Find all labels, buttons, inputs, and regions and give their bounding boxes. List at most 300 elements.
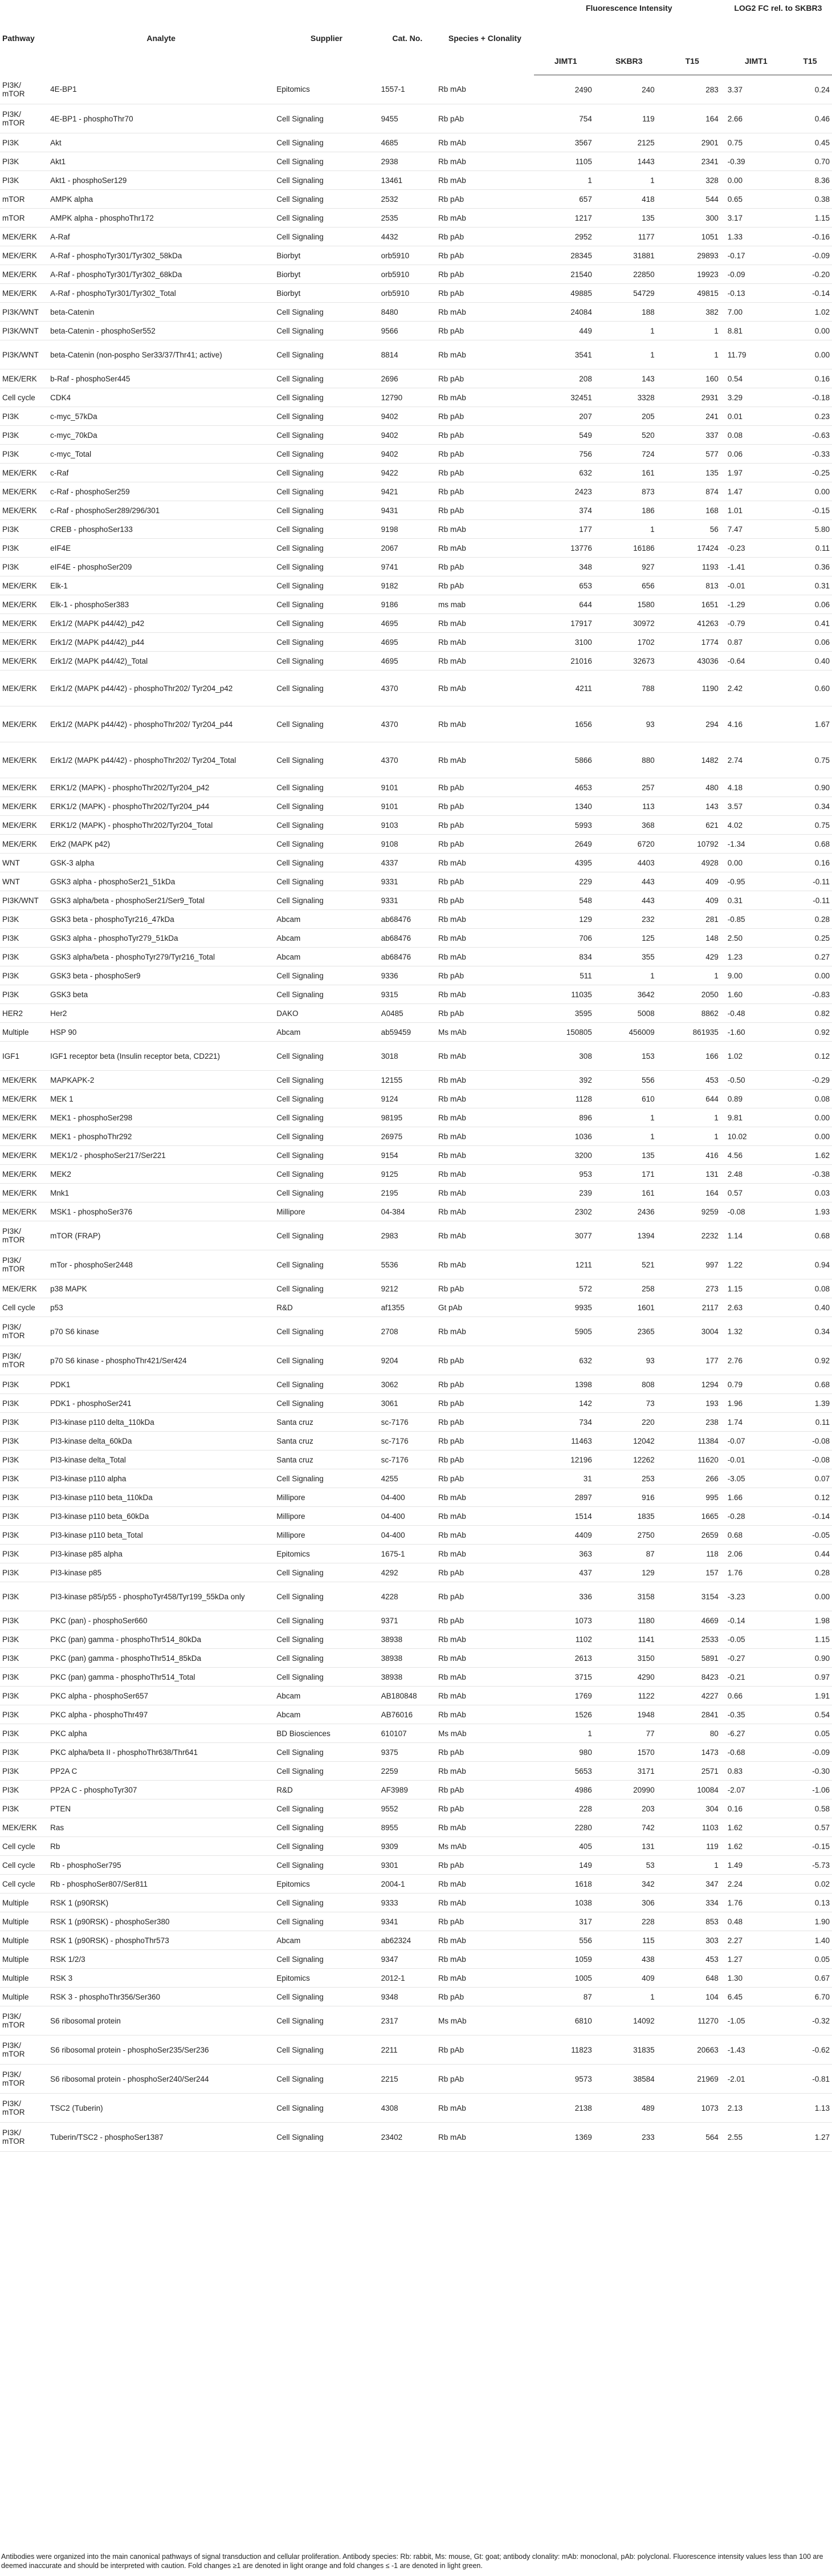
cell-species: Rb mAb (436, 742, 534, 778)
cell-skbr3: 87 (598, 1545, 660, 1563)
cell-t15: 241 (660, 407, 724, 426)
table-row (0, 1582, 832, 1611)
cell-pathway: MEK/ERK (0, 595, 48, 614)
cell-pathway: MEK/ERK (0, 706, 48, 742)
table-header (0, 0, 832, 75)
cell-supplier: Biorbyt (274, 246, 378, 265)
cell-cat-no: 2708 (379, 1317, 436, 1346)
cell-jimt1: 21540 (534, 265, 598, 284)
cell-cat-no: 9301 (379, 1856, 436, 1875)
cell-skbr3: 2436 (598, 1202, 660, 1221)
cell-species: Rb mAb (436, 1894, 534, 1912)
cell-fc-t15: 0.57 (788, 1818, 832, 1837)
cell-t15: 56 (660, 520, 724, 539)
cell-fc-jimt1: 0.01 (724, 407, 788, 426)
cell-jimt1: 2138 (534, 2094, 598, 2123)
cell-supplier: Cell Signaling (274, 872, 378, 891)
table-row (0, 742, 832, 778)
cell-fc-t15: 0.05 (788, 1950, 832, 1969)
cell-jimt1: 2302 (534, 1202, 598, 1221)
cell-analyte: c-Raf (48, 464, 274, 482)
header-group-fluorescence: Fluorescence Intensity (585, 3, 672, 13)
cell-jimt1: 1769 (534, 1687, 598, 1705)
cell-fc-t15: -0.83 (788, 985, 832, 1004)
cell-fc-t15: 0.36 (788, 558, 832, 576)
cell-skbr3: 171 (598, 1165, 660, 1184)
cell-analyte: PP2A C - phosphoTyr307 (48, 1781, 274, 1799)
cell-fc-t15: 0.11 (788, 1413, 832, 1432)
cell-analyte: c-myc_Total (48, 445, 274, 464)
cell-jimt1: 1 (534, 171, 598, 190)
cell-cat-no: 2211 (379, 2035, 436, 2065)
cell-skbr3: 4403 (598, 854, 660, 872)
cell-pathway: PI3K/ mTOR (0, 2123, 48, 2152)
cell-cat-no: 9375 (379, 1743, 436, 1762)
cell-skbr3: 1122 (598, 1687, 660, 1705)
cell-fc-t15: 0.13 (788, 1894, 832, 1912)
cell-jimt1: 5905 (534, 1317, 598, 1346)
table-row (0, 835, 832, 854)
cell-supplier: Cell Signaling (274, 322, 378, 340)
cell-jimt1: 2952 (534, 227, 598, 246)
table-row (0, 1004, 832, 1023)
cell-skbr3: 4290 (598, 1668, 660, 1687)
cell-analyte: A-Raf - phosphoTyr301/Tyr302_58kDa (48, 246, 274, 265)
cell-supplier: Cell Signaling (274, 2094, 378, 2123)
cell-fc-jimt1: -0.27 (724, 1649, 788, 1668)
cell-fc-t15: 1.67 (788, 706, 832, 742)
cell-fc-jimt1: 0.65 (724, 190, 788, 209)
cell-cat-no: 3062 (379, 1375, 436, 1394)
cell-supplier: Cell Signaling (274, 1563, 378, 1582)
cell-jimt1: 4986 (534, 1781, 598, 1799)
cell-fc-jimt1: 0.83 (724, 1762, 788, 1781)
cell-cat-no: 9154 (379, 1146, 436, 1165)
cell-pathway: PI3K (0, 1668, 48, 1687)
table-row (0, 1818, 832, 1837)
cell-t15: 1 (660, 1856, 724, 1875)
cell-analyte: GSK3 beta (48, 985, 274, 1004)
cell-fc-t15: -0.81 (788, 2065, 832, 2094)
cell-cat-no: 04-400 (379, 1526, 436, 1545)
cell-species: Ms mAb (436, 1023, 534, 1042)
cell-species: Rb mAb (436, 340, 534, 369)
cell-skbr3: 129 (598, 1563, 660, 1582)
table-row (0, 1969, 832, 1988)
cell-pathway: MEK/ERK (0, 835, 48, 854)
cell-cat-no: 2259 (379, 1762, 436, 1781)
cell-cat-no: 9198 (379, 520, 436, 539)
cell-t15: 303 (660, 1931, 724, 1950)
cell-t15: 157 (660, 1563, 724, 1582)
cell-species: Rb mAb (436, 1705, 534, 1724)
cell-analyte: Akt1 (48, 152, 274, 171)
table-row (0, 1668, 832, 1687)
cell-cat-no: sc-7176 (379, 1450, 436, 1469)
cell-t15: 9259 (660, 1202, 724, 1221)
cell-pathway: MEK/ERK (0, 1108, 48, 1127)
cell-fc-t15: 0.06 (788, 633, 832, 652)
table-row (0, 520, 832, 539)
table-row (0, 558, 832, 576)
cell-fc-t15: 0.92 (788, 1346, 832, 1375)
cell-supplier: Cell Signaling (274, 778, 378, 797)
cell-skbr3: 258 (598, 1279, 660, 1298)
cell-fc-t15: -0.08 (788, 1432, 832, 1450)
cell-supplier: Cell Signaling (274, 1165, 378, 1184)
cell-fc-t15: 0.00 (788, 1108, 832, 1127)
cell-t15: 4227 (660, 1687, 724, 1705)
cell-analyte: beta-Catenin (non-pospho Ser33/37/Thr41; active) (48, 340, 274, 369)
cell-fc-jimt1: -0.48 (724, 1004, 788, 1023)
cell-supplier: Cell Signaling (274, 369, 378, 388)
cell-fc-jimt1: 1.49 (724, 1856, 788, 1875)
cell-fc-t15: 0.68 (788, 1221, 832, 1250)
cell-fc-t15: 1.40 (788, 1931, 832, 1950)
cell-analyte: Akt (48, 133, 274, 152)
cell-fc-t15: 0.24 (788, 75, 832, 104)
cell-supplier: Cell Signaling (274, 407, 378, 426)
cell-fc-jimt1: -1.34 (724, 835, 788, 854)
cell-species: Rb pAb (436, 1563, 534, 1582)
cell-skbr3: 135 (598, 1146, 660, 1165)
cell-jimt1: 24084 (534, 303, 598, 322)
cell-analyte: MSK1 - phosphoSer376 (48, 1202, 274, 1221)
cell-cat-no: 9422 (379, 464, 436, 482)
cell-species: Rb mAb (436, 209, 534, 227)
cell-supplier: Millipore (274, 1488, 378, 1507)
cell-supplier: Cell Signaling (274, 1611, 378, 1630)
cell-jimt1: 4395 (534, 854, 598, 872)
cell-pathway: PI3K (0, 1724, 48, 1743)
table-row (0, 1649, 832, 1668)
cell-analyte: A-Raf (48, 227, 274, 246)
cell-fc-t15: 0.00 (788, 1582, 832, 1611)
cell-pathway: PI3K (0, 1413, 48, 1432)
cell-fc-t15: -0.09 (788, 246, 832, 265)
cell-fc-jimt1: -1.05 (724, 2006, 788, 2035)
cell-supplier: Santa cruz (274, 1432, 378, 1450)
cell-species: Rb pAb (436, 835, 534, 854)
cell-fc-t15: -1.06 (788, 1781, 832, 1799)
cell-pathway: MEK/ERK (0, 742, 48, 778)
cell-jimt1: 1036 (534, 1127, 598, 1146)
header-fc-jimt1: JIMT1 (724, 47, 788, 75)
cell-skbr3: 161 (598, 1184, 660, 1202)
cell-fc-jimt1: -3.05 (724, 1469, 788, 1488)
table-row (0, 576, 832, 595)
table-row (0, 1469, 832, 1488)
cell-skbr3: 30972 (598, 614, 660, 633)
table-row (0, 910, 832, 929)
cell-jimt1: 1398 (534, 1375, 598, 1394)
cell-supplier: Cell Signaling (274, 1346, 378, 1375)
cell-skbr3: 1 (598, 520, 660, 539)
cell-jimt1: 1369 (534, 2123, 598, 2152)
cell-analyte: c-myc_57kDa (48, 407, 274, 426)
cell-fc-t15: 0.08 (788, 1279, 832, 1298)
cell-cat-no: 4308 (379, 2094, 436, 2123)
cell-fc-jimt1: -1.60 (724, 1023, 788, 1042)
cell-t15: 1103 (660, 1818, 724, 1837)
cell-cat-no: 04-400 (379, 1507, 436, 1526)
cell-supplier: Cell Signaling (274, 2065, 378, 2094)
cell-species: Rb mAb (436, 910, 534, 929)
table-row (0, 1165, 832, 1184)
cell-species: Rb mAb (436, 706, 534, 742)
cell-skbr3: 808 (598, 1375, 660, 1394)
cell-t15: 166 (660, 1042, 724, 1071)
cell-supplier: BD Biosciences (274, 1724, 378, 1743)
cell-skbr3: 1 (598, 1108, 660, 1127)
cell-fc-t15: -0.14 (788, 284, 832, 303)
cell-fc-t15: 1.15 (788, 209, 832, 227)
cell-pathway: PI3K (0, 929, 48, 948)
cell-pathway: PI3K (0, 558, 48, 576)
cell-jimt1: 3077 (534, 1221, 598, 1250)
cell-skbr3: 233 (598, 2123, 660, 2152)
cell-pathway: PI3K (0, 1450, 48, 1469)
cell-supplier: Cell Signaling (274, 152, 378, 171)
cell-analyte: A-Raf - phosphoTyr301/Tyr302_Total (48, 284, 274, 303)
cell-species: Rb mAb (436, 1687, 534, 1705)
cell-species: Rb pAb (436, 265, 534, 284)
cell-analyte: Erk1/2 (MAPK p44/42) - phosphoThr202/ Tyr204_p44 (48, 706, 274, 742)
table-row (0, 1507, 832, 1526)
cell-jimt1: 1073 (534, 1611, 598, 1630)
cell-supplier: Cell Signaling (274, 1582, 378, 1611)
cell-supplier: Cell Signaling (274, 671, 378, 706)
cell-cat-no: 9103 (379, 816, 436, 835)
cell-t15: 8862 (660, 1004, 724, 1023)
cell-species: Rb mAb (436, 75, 534, 104)
cell-fc-jimt1: -0.08 (724, 1202, 788, 1221)
header-fc-t15: T15 (788, 47, 832, 75)
cell-fc-jimt1: 2.66 (724, 104, 788, 133)
cell-fc-jimt1: 0.75 (724, 133, 788, 152)
table-row (0, 1611, 832, 1630)
table-row (0, 816, 832, 835)
cell-pathway: mTOR (0, 209, 48, 227)
cell-analyte: RSK 3 (48, 1969, 274, 1988)
cell-species: Rb pAb (436, 1856, 534, 1875)
cell-fc-t15: 0.38 (788, 190, 832, 209)
cell-species: Gt pAb (436, 1298, 534, 1317)
cell-supplier: Abcam (274, 1023, 378, 1042)
cell-cat-no: 38938 (379, 1630, 436, 1649)
cell-supplier: Santa cruz (274, 1450, 378, 1469)
table-row (0, 1545, 832, 1563)
cell-skbr3: 520 (598, 426, 660, 445)
cell-jimt1: 31 (534, 1469, 598, 1488)
cell-fc-jimt1: 10.02 (724, 1127, 788, 1146)
cell-species: Rb pAb (436, 1611, 534, 1630)
cell-fc-jimt1: -0.09 (724, 265, 788, 284)
cell-fc-jimt1: 0.06 (724, 445, 788, 464)
cell-t15: 273 (660, 1279, 724, 1298)
cell-supplier: Epitomics (274, 1875, 378, 1894)
cell-supplier: Cell Signaling (274, 539, 378, 558)
cell-t15: 41263 (660, 614, 724, 633)
cell-cat-no: 2317 (379, 2006, 436, 2035)
cell-fc-t15: -0.33 (788, 445, 832, 464)
cell-supplier: Abcam (274, 1931, 378, 1950)
cell-pathway: mTOR (0, 190, 48, 209)
cell-species: Rb mAb (436, 1108, 534, 1127)
cell-supplier: DAKO (274, 1004, 378, 1023)
cell-supplier: Cell Signaling (274, 1108, 378, 1127)
cell-analyte: PI3-kinase p85 (48, 1563, 274, 1582)
table-row (0, 891, 832, 910)
cell-jimt1: 4409 (534, 1526, 598, 1545)
cell-skbr3: 1180 (598, 1611, 660, 1630)
cell-jimt1: 207 (534, 407, 598, 426)
cell-jimt1: 405 (534, 1837, 598, 1856)
cell-fc-t15: 0.41 (788, 614, 832, 633)
cell-species: Rb mAb (436, 539, 534, 558)
cell-t15: 135 (660, 464, 724, 482)
cell-supplier: Cell Signaling (274, 1988, 378, 2006)
cell-analyte: MAPKAPK-2 (48, 1071, 274, 1090)
cell-species: Rb mAb (436, 1875, 534, 1894)
cell-fc-jimt1: 1.02 (724, 1042, 788, 1071)
cell-fc-jimt1: 1.60 (724, 985, 788, 1004)
cell-jimt1: 548 (534, 891, 598, 910)
cell-analyte: AMPK alpha (48, 190, 274, 209)
cell-fc-jimt1: 0.89 (724, 1090, 788, 1108)
cell-fc-t15: -0.38 (788, 1165, 832, 1184)
cell-supplier: Epitomics (274, 1969, 378, 1988)
cell-species: Rb pAb (436, 104, 534, 133)
table-row (0, 1687, 832, 1705)
cell-jimt1: 392 (534, 1071, 598, 1090)
cell-t15: 1193 (660, 558, 724, 576)
cell-cat-no: 4695 (379, 633, 436, 652)
cell-t15: 11620 (660, 1450, 724, 1469)
cell-pathway: PI3K (0, 539, 48, 558)
cell-species: Rb pAb (436, 407, 534, 426)
table-row (0, 1743, 832, 1762)
cell-cat-no: 9204 (379, 1346, 436, 1375)
cell-analyte: S6 ribosomal protein (48, 2006, 274, 2035)
cell-species: Rb pAb (436, 190, 534, 209)
cell-cat-no: 38938 (379, 1668, 436, 1687)
cell-t15: 453 (660, 1950, 724, 1969)
cell-skbr3: 556 (598, 1071, 660, 1090)
cell-supplier: Cell Signaling (274, 501, 378, 520)
cell-fc-jimt1: 8.81 (724, 322, 788, 340)
header-cat-no: Cat. No. (392, 34, 423, 43)
table-row (0, 1071, 832, 1090)
cell-t15: 19923 (660, 265, 724, 284)
cell-jimt1: 834 (534, 948, 598, 966)
cell-species: Rb pAb (436, 778, 534, 797)
cell-analyte: AMPK alpha - phosphoThr172 (48, 209, 274, 227)
cell-pathway: MEK/ERK (0, 1184, 48, 1202)
cell-t15: 2232 (660, 1221, 724, 1250)
cell-jimt1: 2649 (534, 835, 598, 854)
cell-species: Rb mAb (436, 1507, 534, 1526)
table-row (0, 778, 832, 797)
cell-jimt1: 754 (534, 104, 598, 133)
cell-supplier: Cell Signaling (274, 133, 378, 152)
cell-fc-t15: 0.90 (788, 778, 832, 797)
cell-fc-t15: 0.23 (788, 407, 832, 426)
cell-fc-t15: 0.02 (788, 1875, 832, 1894)
cell-cat-no: 2532 (379, 190, 436, 209)
cell-jimt1: 3200 (534, 1146, 598, 1165)
cell-jimt1: 3595 (534, 1004, 598, 1023)
cell-fc-t15: 1.13 (788, 2094, 832, 2123)
table-row (0, 1837, 832, 1856)
cell-fc-t15: 0.31 (788, 576, 832, 595)
cell-species: Rb mAb (436, 1488, 534, 1507)
cell-supplier: Cell Signaling (274, 1279, 378, 1298)
cell-analyte: PKC (pan) gamma - phosphoThr514_80kDa (48, 1630, 274, 1649)
cell-pathway: PI3K (0, 1563, 48, 1582)
cell-jimt1: 1038 (534, 1894, 598, 1912)
table-row (0, 1317, 832, 1346)
cell-jimt1: 9935 (534, 1298, 598, 1317)
cell-pathway: IGF1 (0, 1042, 48, 1071)
cell-cat-no: ab59459 (379, 1023, 436, 1042)
cell-cat-no: 1557-1 (379, 75, 436, 104)
cell-cat-no: 9101 (379, 797, 436, 816)
cell-cat-no: 9455 (379, 104, 436, 133)
cell-fc-jimt1: 3.29 (724, 388, 788, 407)
cell-t15: 29893 (660, 246, 724, 265)
cell-jimt1: 3715 (534, 1668, 598, 1687)
cell-t15: 11384 (660, 1432, 724, 1450)
cell-pathway: PI3K (0, 985, 48, 1004)
cell-pathway: MEK/ERK (0, 482, 48, 501)
cell-jimt1: 32451 (534, 388, 598, 407)
cell-skbr3: 53 (598, 1856, 660, 1875)
cell-pathway: PI3K (0, 1394, 48, 1413)
cell-fc-t15: 0.68 (788, 835, 832, 854)
table-row (0, 614, 832, 633)
cell-t15: 1294 (660, 1375, 724, 1394)
cell-species: Rb mAb (436, 1969, 534, 1988)
cell-analyte: Rb (48, 1837, 274, 1856)
cell-t15: 1 (660, 1127, 724, 1146)
cell-supplier: Cell Signaling (274, 464, 378, 482)
cell-jimt1: 49885 (534, 284, 598, 303)
cell-cat-no: 9402 (379, 407, 436, 426)
cell-supplier: Cell Signaling (274, 1762, 378, 1781)
cell-pathway: PI3K (0, 1582, 48, 1611)
cell-jimt1: 229 (534, 872, 598, 891)
cell-fc-t15: -0.32 (788, 2006, 832, 2035)
cell-fc-jimt1: 7.00 (724, 303, 788, 322)
cell-species: Rb pAb (436, 1743, 534, 1762)
cell-pathway: PI3K/ mTOR (0, 2006, 48, 2035)
cell-species: Rb mAb (436, 388, 534, 407)
cell-t15: 1665 (660, 1507, 724, 1526)
cell-fc-t15: 0.28 (788, 910, 832, 929)
cell-analyte: PKC alpha - phosphoThr497 (48, 1705, 274, 1724)
cell-pathway: PI3K (0, 1469, 48, 1488)
cell-supplier: Cell Signaling (274, 1221, 378, 1250)
cell-skbr3: 161 (598, 464, 660, 482)
cell-pathway: PI3K (0, 1507, 48, 1526)
table-row (0, 1950, 832, 1969)
cell-fc-jimt1: -0.01 (724, 576, 788, 595)
cell-fc-jimt1: -3.23 (724, 1582, 788, 1611)
cell-cat-no: 9402 (379, 445, 436, 464)
cell-fc-jimt1: 1.47 (724, 482, 788, 501)
cell-fc-jimt1: 0.08 (724, 426, 788, 445)
